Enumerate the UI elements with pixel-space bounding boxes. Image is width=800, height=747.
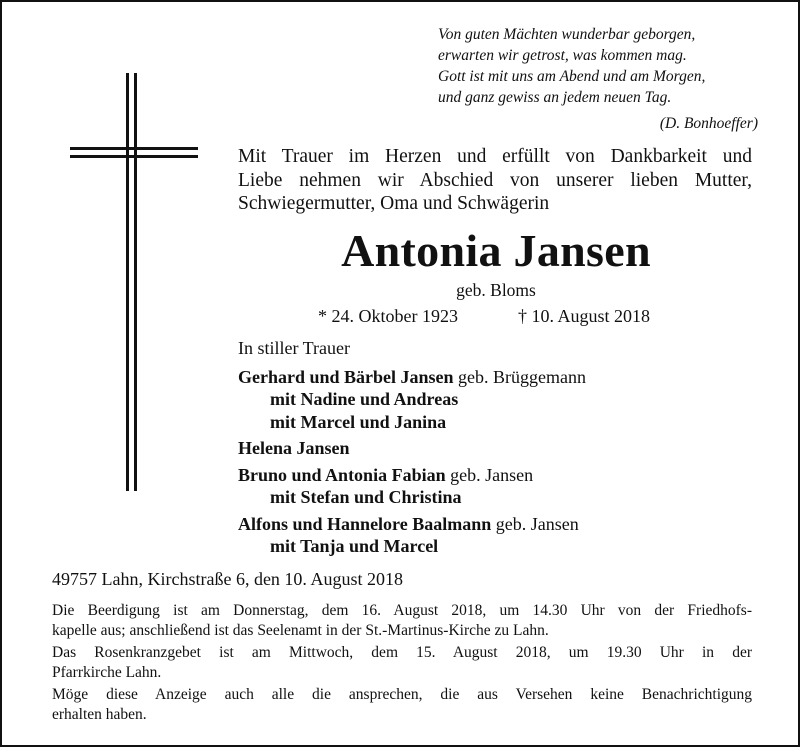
quote-author: (D. Bonhoeffer)	[659, 115, 758, 132]
family-name: Alfons und Hannelore Baalmann	[238, 513, 492, 534]
intro-line: Mit Trauer im Herzen und erfüllt von Dankbarkeit und	[238, 146, 752, 167]
quote-line: Gott ist mit uns am Abend und am Morgen,	[438, 68, 706, 85]
family-name: Gerhard und Bärbel Jansen	[238, 366, 454, 387]
family-name: Helena Jansen	[238, 438, 350, 458]
family-suffix: geb. Jansen	[495, 513, 579, 534]
quote-line: Von guten Mächten wunderbar geborgen,	[438, 26, 696, 43]
family-children: mit Marcel und Janina	[270, 411, 447, 432]
bonhoeffer-quote	[438, 24, 758, 134]
service-notes	[52, 601, 752, 727]
family-children: mit Nadine und Andreas	[270, 389, 459, 409]
quote-line: und ganz gewiss an jedem neuen Tag.	[438, 89, 672, 106]
funeral-note	[52, 601, 752, 641]
intro-line: Liebe nehmen wir Abschied von unserer lieben Mutter,	[238, 169, 752, 191]
family-entry	[238, 366, 758, 434]
family-suffix: geb. Brüggemann	[458, 366, 587, 387]
notification-note	[52, 685, 752, 725]
place-and-date: 49757 Lahn, Kirchstraße 6, den 10. August 2018	[52, 569, 403, 589]
maiden-name: geb. Bloms	[456, 280, 536, 300]
cross-icon	[70, 73, 198, 491]
mourners-heading: In stiller Trauer	[238, 338, 350, 358]
family-entry	[238, 437, 758, 460]
family-entry	[238, 464, 758, 509]
quote-line: erwarten wir getrost, was kommen mag.	[438, 47, 687, 64]
note-line: Das Rosenkranzgebet ist am Mittwoch, dem 15. August 2018, um 19.30 Uhr in der	[52, 644, 752, 661]
note-line: kapelle aus; anschließend ist das Seelenamt in der St.-Martinus-Kirche zu Lahn.	[52, 622, 549, 639]
note-line: Die Beerdigung ist am Donnerstag, dem 16. August 2018, um 14.30 Uhr von der Friedhofs-	[52, 602, 752, 619]
deceased-name: Antonia Jansen	[341, 225, 651, 276]
intro-line: Schwiegermutter, Oma und Schwägerin	[238, 193, 550, 214]
note-line: erhalten haben.	[52, 706, 147, 723]
family-children: mit Tanja und Marcel	[270, 536, 439, 556]
note-line: Möge diese Anzeige auch alle die ansprechen, die aus Versehen keine Benachrichtigung	[52, 686, 752, 703]
birth-date: * 24. Oktober 1923	[318, 306, 458, 326]
family-name: Bruno und Antonia Fabian	[238, 464, 446, 485]
rosary-note	[52, 643, 752, 683]
family-entry	[238, 513, 758, 558]
family-suffix: geb. Jansen	[450, 464, 534, 485]
note-line: Pfarrkirche Lahn.	[52, 664, 162, 681]
death-date: † 10. August 2018	[518, 306, 651, 326]
family-children: mit Stefan und Christina	[270, 487, 462, 507]
intro-text	[238, 145, 752, 216]
mourners-list	[238, 337, 758, 562]
